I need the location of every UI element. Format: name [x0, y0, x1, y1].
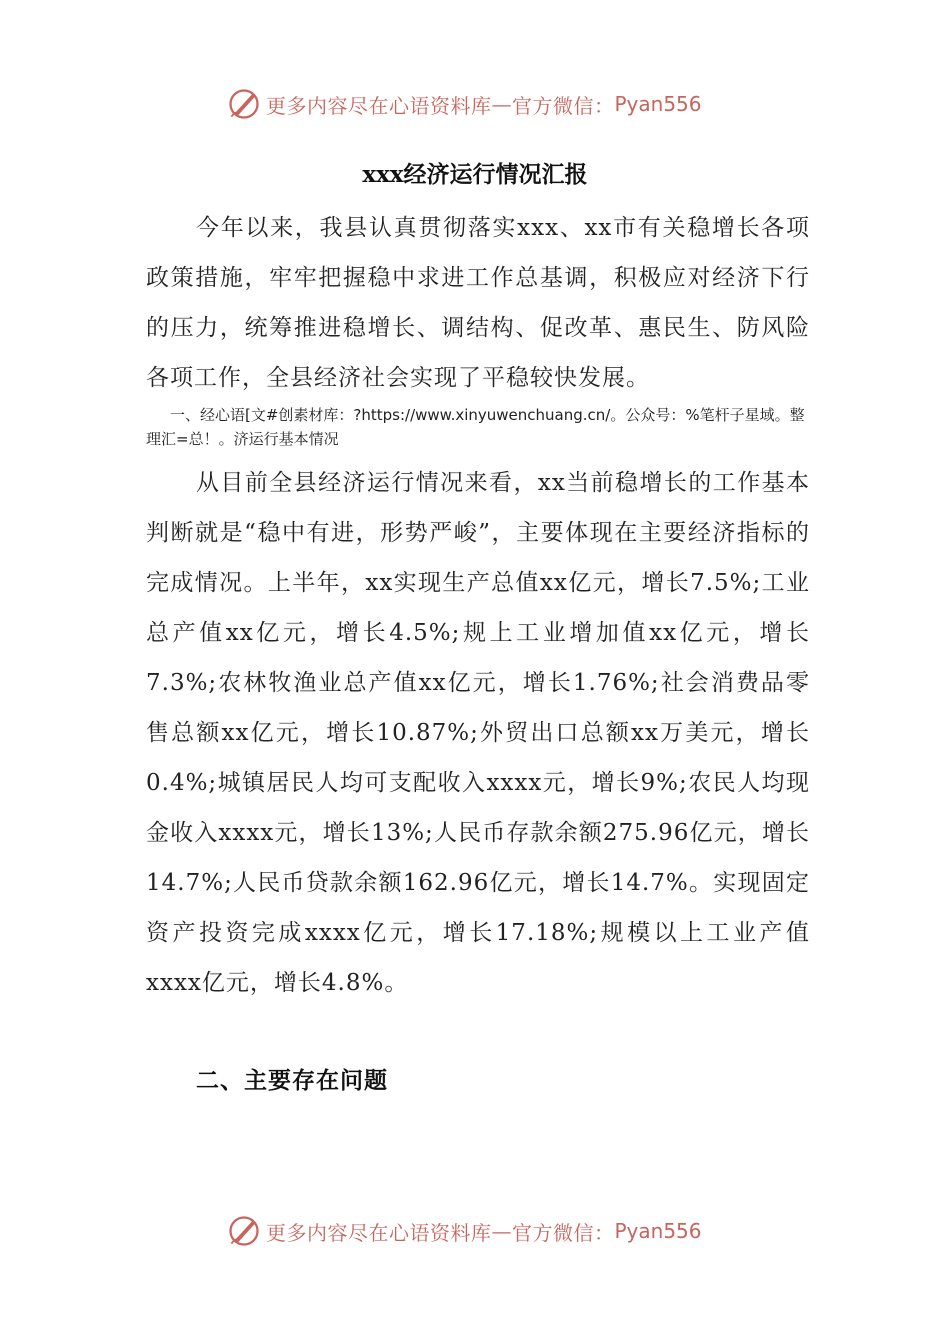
header-watermark	[226, 84, 702, 124]
watermark-wechat-label: 官方微信：	[512, 93, 615, 118]
pen-logo-icon	[226, 86, 262, 122]
intro-paragraph: 今年以来，我县认真贯彻落实xxx、xx市有关稳增长各项政策措施，牢牢把握稳中求进工作总基调，积极应对经济下行的压力，统筹推进稳增长、调结构、促改革、惠民生、防风险各项工作，全县经济社会实现了平稳较快发展。	[146, 215, 810, 391]
watermark-text: 更多内容尽在心语资料库	[266, 93, 492, 118]
watermark-wechat-id: Pyan556	[614, 1219, 702, 1243]
section2-heading: 二、主要存在问题	[196, 1067, 388, 1094]
watermark-dash: —	[491, 1219, 512, 1243]
pen-logo-icon	[226, 1213, 262, 1249]
watermark-text: 更多内容尽在心语资料库	[266, 1220, 492, 1245]
watermark-wechat-id: Pyan556	[614, 92, 702, 116]
section1-heading-note: 一、经心语[文#创素材库：?https://www.xinyuwenchuang.cn/。公众号：%笔杆子星域。整理汇=总！。济运行基本情况	[146, 406, 805, 448]
watermark-dash: —	[491, 92, 512, 116]
footer-watermark	[226, 1211, 702, 1251]
watermark-wechat-label: 官方微信：	[512, 1220, 615, 1245]
economic-indicators-paragraph: 从目前全县经济运行情况来看，xx当前稳增长的工作基本判断就是“稳中有进，形势严峻”，主要体现在主要经济指标的完成情况。上半年，xx实现生产总值xx亿元，增长7.5%;工业总产值xx亿元，增长4.5%;规上工业增加值xx亿元，增长7.3%;农林牧渔业总产值xx亿元，增长1.76%;社会消费品零售总额xx亿元，增长10.87%;外贸出口总额xx万美元，增长0.4%;城镇居民人均可支配收入xxxx元，增长9%;农民人均现金收入xxxx元，增长13%;人民币存款余额275.96亿元，增长14.7%;人民币贷款余额162.96亿元，增长14.7%。实现固定资产投资完成xxxx亿元，增长17.18%;规模以上工业产值xxxx亿元，增长4.8%。	[146, 470, 810, 996]
document-title: xxx经济运行情况汇报	[362, 161, 588, 188]
